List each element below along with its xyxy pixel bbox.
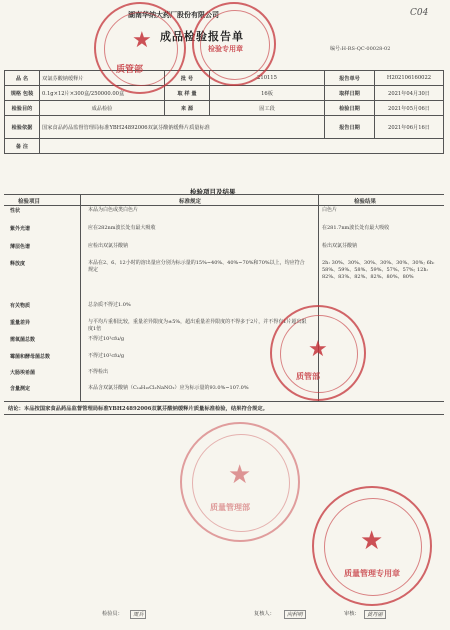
row-standard: 不得过10³cfu/g [88, 336, 125, 342]
row-item: 大肠埃希菌 [10, 370, 36, 376]
basis-label: 检验依据 [5, 116, 40, 139]
spec-value: 0.1g×12片×300盒/250000.00盒 [40, 86, 165, 101]
row-standard: 与平均片重相比较，重量差异限度为±5%，超出重量差异限度的不得多于2片，并不得有1片超出限度1倍 [88, 319, 307, 332]
row-item: 释放度 [10, 261, 26, 267]
row-result: 检出双氯芬酸钠 [322, 243, 358, 249]
company-seal-bottom: ★ 质量管理部 [180, 422, 300, 542]
remark-label: 备 注 [5, 139, 40, 154]
batch-label: 批 号 [165, 71, 210, 86]
company-seal-top-left: ★ 质管部 [94, 2, 186, 94]
inspection-seal: 检验专用章 [192, 2, 276, 86]
purpose-value: 成品检验 [40, 101, 165, 116]
results-section-title: 检验项目及结果 [190, 188, 236, 196]
row-item: 有关物质 [10, 303, 31, 309]
spec-label: 规格 包装 [5, 86, 40, 101]
row-standard: 不得检出 [88, 369, 109, 375]
report-code: 编号:H-RS-QC-00028-02 [330, 46, 391, 52]
conclusion: 结论：本品按国家食品药品监督管理局标准YBH24892006双氯芬酸钠缓释片质量标准检验，结果符合规定。 [4, 401, 444, 415]
results-header [4, 194, 444, 206]
purpose-label: 检验目的 [5, 101, 40, 116]
sample-qty-label: 取 样 量 [165, 86, 210, 101]
batch-value: 210115 [210, 71, 325, 86]
row-standard: 应在282nm波长处有最大吸收 [88, 225, 156, 231]
inspector-signature: 周兵 [130, 610, 146, 619]
source-value: 固工段 [210, 101, 325, 116]
row-item: 重量差异 [10, 320, 31, 326]
report-date-label: 报告日期 [325, 116, 375, 139]
row-result: 白色片 [322, 207, 338, 213]
report-date-value: 2021年06月16日 [375, 116, 444, 139]
approver-label: 审核： [344, 611, 360, 617]
sample-date-value: 2021年04月30日 [375, 86, 444, 101]
row-standard: 本品在2、6、12小时的溶出量应分别为标示量的15%~40%、40%~70%和70%以上，均应符合规定 [88, 260, 305, 273]
product-value: 双氯芬酸钠缓释片 [40, 71, 165, 86]
col-item-header: 检验项目 [18, 199, 41, 205]
row-item: 性状 [10, 208, 21, 214]
row-standard: 应检出双氯芬酸钠 [88, 243, 129, 249]
row-standard: 不得过10²cfu/g [88, 353, 125, 359]
inspect-date-value: 2021年05月06日 [375, 101, 444, 116]
reviewer-signature: 向科明 [284, 610, 306, 619]
source-label: 来 源 [165, 101, 210, 116]
row-item: 需氧菌总数 [10, 337, 36, 343]
company-seal-bottom-right: ★ 质量管理专用章 [312, 486, 432, 606]
row-standard: 总杂质不得过1.0% [88, 302, 131, 308]
row-result: 在281.7nm波长处有最大吸收 [322, 225, 390, 231]
sample-date-label: 取样日期 [325, 86, 375, 101]
row-result: 2h: 30%、30%、30%、30%、30%、30%; 6h: 58%、59%、58%、59%、57%、57%; 12h: 82%、83%、82%、82%、80%、80% [322, 260, 435, 280]
report-no-label: 报告单号 [325, 71, 375, 86]
row-item: 薄层色谱 [10, 244, 31, 250]
report-title: 成品检验报告单 [160, 30, 244, 43]
col-divider [80, 194, 81, 401]
inspect-date-label: 检验日期 [325, 101, 375, 116]
remark-value [40, 139, 444, 154]
col-standard-header: 标准规定 [179, 199, 202, 205]
reviewer-label: 复核人： [254, 611, 275, 617]
product-label: 品 名 [5, 71, 40, 86]
sample-qty-value: 16板 [210, 86, 325, 101]
row-item: 紫外光谱 [10, 226, 31, 232]
col-result-header: 检验结果 [354, 199, 377, 205]
company-name: 湖南华纳大药厂股份有限公司 [128, 10, 219, 19]
row-item: 霉菌和酵母菌总数 [10, 354, 51, 360]
inspector-label: 检验员： [102, 611, 123, 617]
company-seal-right: ★ 质管部 [270, 305, 366, 401]
row-item: 含量测定 [10, 386, 31, 392]
basis-value: 国家食品药品监督管理局标准YBH24892006双氯芬酸钠缓释片质量标准 [40, 116, 325, 139]
handwritten-mark: C04 [410, 8, 429, 18]
row-standard: 本品含双氯芬酸钠（C₁₄H₁₀Cl₂NaNO₂）应为标示量的93.0%~107.0% [88, 385, 249, 391]
report-no-value: H202106160022 [375, 71, 444, 86]
approver-signature: 黄丹丽 [364, 610, 386, 619]
row-standard: 本品为白色或类白色片 [88, 207, 139, 213]
